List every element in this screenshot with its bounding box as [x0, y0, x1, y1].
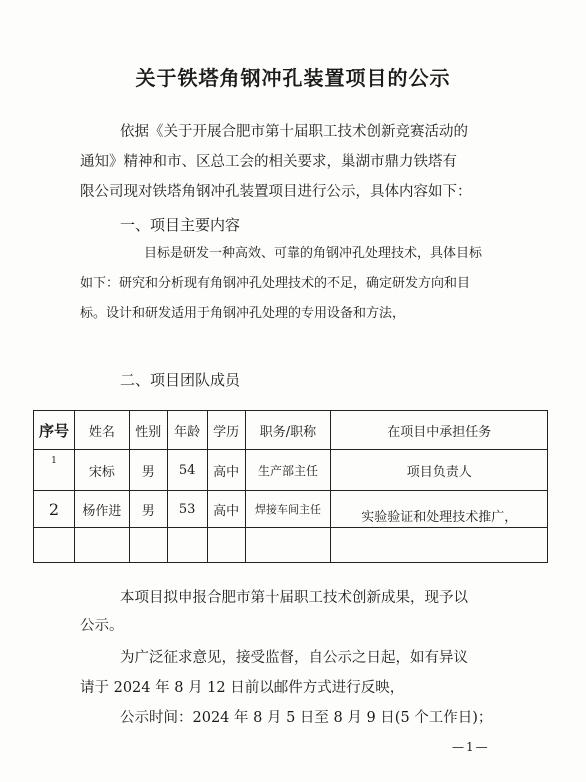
cell-name: 杨作进	[74, 491, 129, 528]
section-heading-1: 一、项目主要内容	[120, 216, 241, 234]
intro-line-1: 依据《关于开展合肥市第十届职工技术创新竞赛活动的	[120, 124, 468, 140]
cell-education: 高中	[207, 450, 245, 491]
cell-seq: 1	[34, 450, 75, 491]
intro-line-3: 限公司现对铁塔角钢冲孔装置项目进行公示，具体内容如下：	[80, 184, 472, 200]
section-heading-2: 二、项目团队成员	[120, 371, 241, 389]
cell-education: 高中	[207, 491, 245, 528]
cell-seq: 2	[34, 491, 75, 528]
closing-line-2: 公示。	[80, 618, 124, 634]
closing-line-3: 为广泛征求意见，接受监督，自公示之日起，如有异议	[120, 650, 468, 666]
cell-seq	[34, 528, 75, 563]
header-age: 年龄	[167, 411, 207, 450]
cell-education	[207, 528, 245, 563]
closing-line-1: 本项目拟申报合肥市第十届职工技术创新成果，现予以	[120, 590, 468, 606]
table-row	[34, 528, 548, 563]
cell-age: 53	[167, 491, 207, 528]
document-title: 关于铁塔角钢冲孔装置项目的公示	[135, 66, 451, 90]
header-name: 姓名	[74, 411, 129, 450]
cell-gender	[129, 528, 167, 563]
cell-gender: 男	[129, 491, 167, 528]
cell-position: 生产部主任	[245, 450, 331, 491]
cell-age: 54	[167, 450, 207, 491]
cell-position: 焊接车间主任	[245, 491, 331, 528]
cell-position	[245, 528, 331, 563]
table-row	[34, 450, 548, 491]
cell-name: 宋标	[74, 450, 129, 491]
section1-line-1: 目标是研发一种高效、可靠的角钢冲孔处理技术，具体目标	[144, 246, 483, 261]
header-seq: 序号	[34, 411, 75, 450]
table-header-row	[34, 411, 548, 450]
cell-task: 项目负责人	[331, 450, 548, 491]
section1-line-2: 如下：研究和分析现有角钢冲孔处理技术的不足，确定研发方向和目	[80, 276, 471, 291]
intro-line-2: 通知》精神和市、区总工会的相关要求，巢湖市鼎力铁塔有	[80, 154, 457, 170]
cell-age	[167, 528, 207, 563]
team-members-table	[33, 410, 548, 563]
closing-line-5: 公示时间：2024 年 8 月 5 日至 8 月 9 日(5 个工作日)；	[120, 710, 493, 726]
header-task: 在项目中承担任务	[331, 411, 548, 450]
cell-name	[74, 528, 129, 563]
page-number: —1—	[452, 740, 490, 754]
cell-gender: 男	[129, 450, 167, 491]
section1-line-3: 标。设计和研发适用于角钢冲孔处理的专用设备和方法，	[80, 306, 406, 321]
cell-task	[331, 528, 548, 563]
header-gender: 性别	[129, 411, 167, 450]
cell-task: 实验验证和处理技术推广，	[331, 491, 548, 528]
header-position: 职务/职称	[245, 411, 331, 450]
header-education: 学历	[207, 411, 245, 450]
table-row	[34, 491, 548, 528]
closing-line-4: 请于 2024 年 8 月 12 日前以邮件方式进行反映，	[80, 680, 405, 696]
